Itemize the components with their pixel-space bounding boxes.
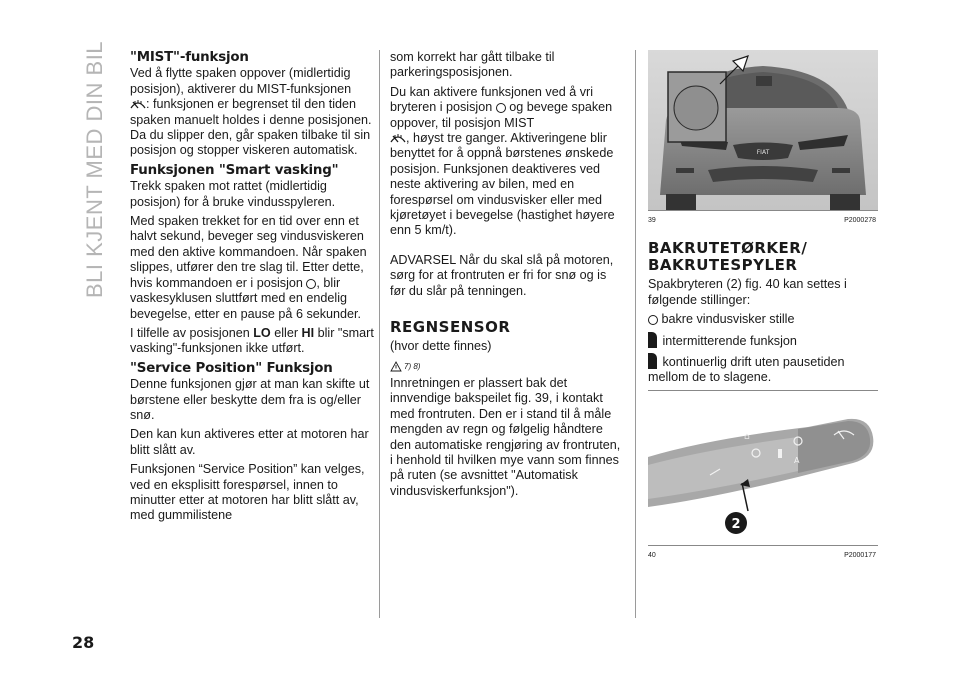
warning-paragraph: ADVARSEL Når du skal slå på motoren, sørg for at frontruten er fri for snø og is før du slår på tenningen. [390, 252, 614, 298]
figure-39-caption: 39 P2000278 [648, 217, 876, 224]
paragraph-smart-3: I tilfelle av posisjonen LO eller HI blir "smart vasking"-funksjonen ikke utført. [130, 325, 374, 356]
intermittent-position-icon [648, 332, 657, 348]
paragraph-rain-sensor: Innretningen er plassert bak det innvendige bakspeilet fig. 39, i kontakt med frontruten. Den er i stand til å måle mengden av regn og følgelig håndtere den automatiske rengjøring av frontruten, i henhold til hvilken mye vann som finnes på ruten (se avsnittet "Automatisk vindusviskerfunksjon"). [390, 375, 621, 498]
warning-references: 7) 8) [390, 359, 622, 374]
heading-mist: "MIST"-funksjon [130, 50, 249, 65]
text-column-3 [648, 50, 876, 563]
column-separator [635, 50, 636, 618]
text-column-1 [130, 50, 375, 528]
figure-40-wiper-stalk [648, 399, 878, 546]
continuous-position-icon [648, 353, 657, 369]
warning-triangle-icon [390, 361, 402, 372]
off-position-icon [496, 103, 506, 113]
paragraph-smart-2: Med spaken trekket for en tid over enn et halvt sekund, beveger seg vindusviskeren med den aktive kommandoen. Når spaken slippes, utfører den tre slag til. Etter dette, hvis kommandoen er i posisjon , blir vaskesyklusen sluttført med en endelig bevegelse, etter en pause på 6 sekunder. [130, 214, 367, 321]
wiper-stalk-illustration [648, 399, 878, 545]
rain-sensor-availability: (hvor dette finnes) [390, 339, 492, 354]
lo-label: LO [253, 325, 271, 340]
page-number: 28 [72, 633, 95, 652]
paragraph-continued: som korrekt har gått tilbake til parkeringsposisjonen. [390, 50, 555, 80]
heading-rear-wiper: BAKRUTETØRKER/ BAKRUTESPYLER [648, 239, 808, 275]
paragraph-service-2: Den kan kun aktiveres etter at motoren har blitt slått av. [130, 427, 369, 457]
paragraph-service-3: Funksjonen “Service Position” kan velges, ved en eksplisitt forespørsel, innen to minutter etter at motoren har blitt slått av, med gummilistene [130, 462, 365, 523]
option-off: bakre vindusvisker stille [648, 312, 876, 327]
off-position-icon [648, 315, 658, 325]
heading-smart-wash: Funksjonen "Smart vasking" [130, 162, 339, 178]
mist-wiper-icon [130, 99, 146, 110]
paragraph-smart-1: Trekk spaken mot rattet (midlertidig posisjon) for å bruke vindusspyleren. [130, 179, 336, 209]
chapter-side-title: BLI KJENT MED DIN BIL [82, 40, 107, 298]
mist-wiper-icon [390, 133, 406, 144]
heading-rain-sensor: REGNSENSOR [390, 318, 511, 337]
figure-separator [648, 390, 878, 391]
heading-service-position: "Service Position" Funksjon [130, 360, 333, 376]
callout-number: 2 [731, 516, 741, 532]
svg-text:A: A [794, 455, 800, 465]
text-column-2 [390, 50, 622, 503]
fiat-badge: FIAT [756, 149, 770, 156]
svg-text:⌂: ⌂ [744, 431, 750, 442]
column-separator [379, 50, 380, 618]
option-intermittent: intermitterende funksjon [648, 332, 876, 349]
paragraph-activate: Du kan aktivere funksjonen ved å vri bryteren i posisjon og bevege spaken oppover, til posisjon MIST , høyst tre ganger. Aktiveringene blir benyttet for å oppnå børstenes ønskede posisjon. Funksjonen deaktiveres ved neste aktivering av bilen, med en forespørsel om vindusvisker eller med kjøretøyet i bevegelse (hastighet høyere enn 5 km/t). [390, 84, 615, 238]
hi-label: HI [301, 325, 315, 340]
car-front-illustration [648, 50, 878, 210]
figure-39-car-front [648, 50, 878, 211]
paragraph-service-1: Denne funksjonen gjør at man kan skifte ut børstene eller beskytte dem fra is og/eller snø. [130, 377, 370, 422]
off-position-icon [306, 279, 316, 289]
paragraph-mist: Ved å flytte spaken oppover (midlertidig posisjon), aktiverer du MIST-funksjonen : funksjonen er begrenset til den tiden spaken manuelt holdes i denne posisjonen. Da du slipper den, går spaken tilbake til sin posisjon og stopper viskeren automatisk. [130, 66, 372, 158]
figure-40-caption: 40 P2000177 [648, 551, 876, 559]
paragraph-rear-wiper: Spakbryteren (2) fig. 40 kan settes i følgende stillinger: [648, 277, 847, 307]
option-continuous: kontinuerlig drift uten pausetiden mellom de to slagene. [648, 355, 845, 385]
